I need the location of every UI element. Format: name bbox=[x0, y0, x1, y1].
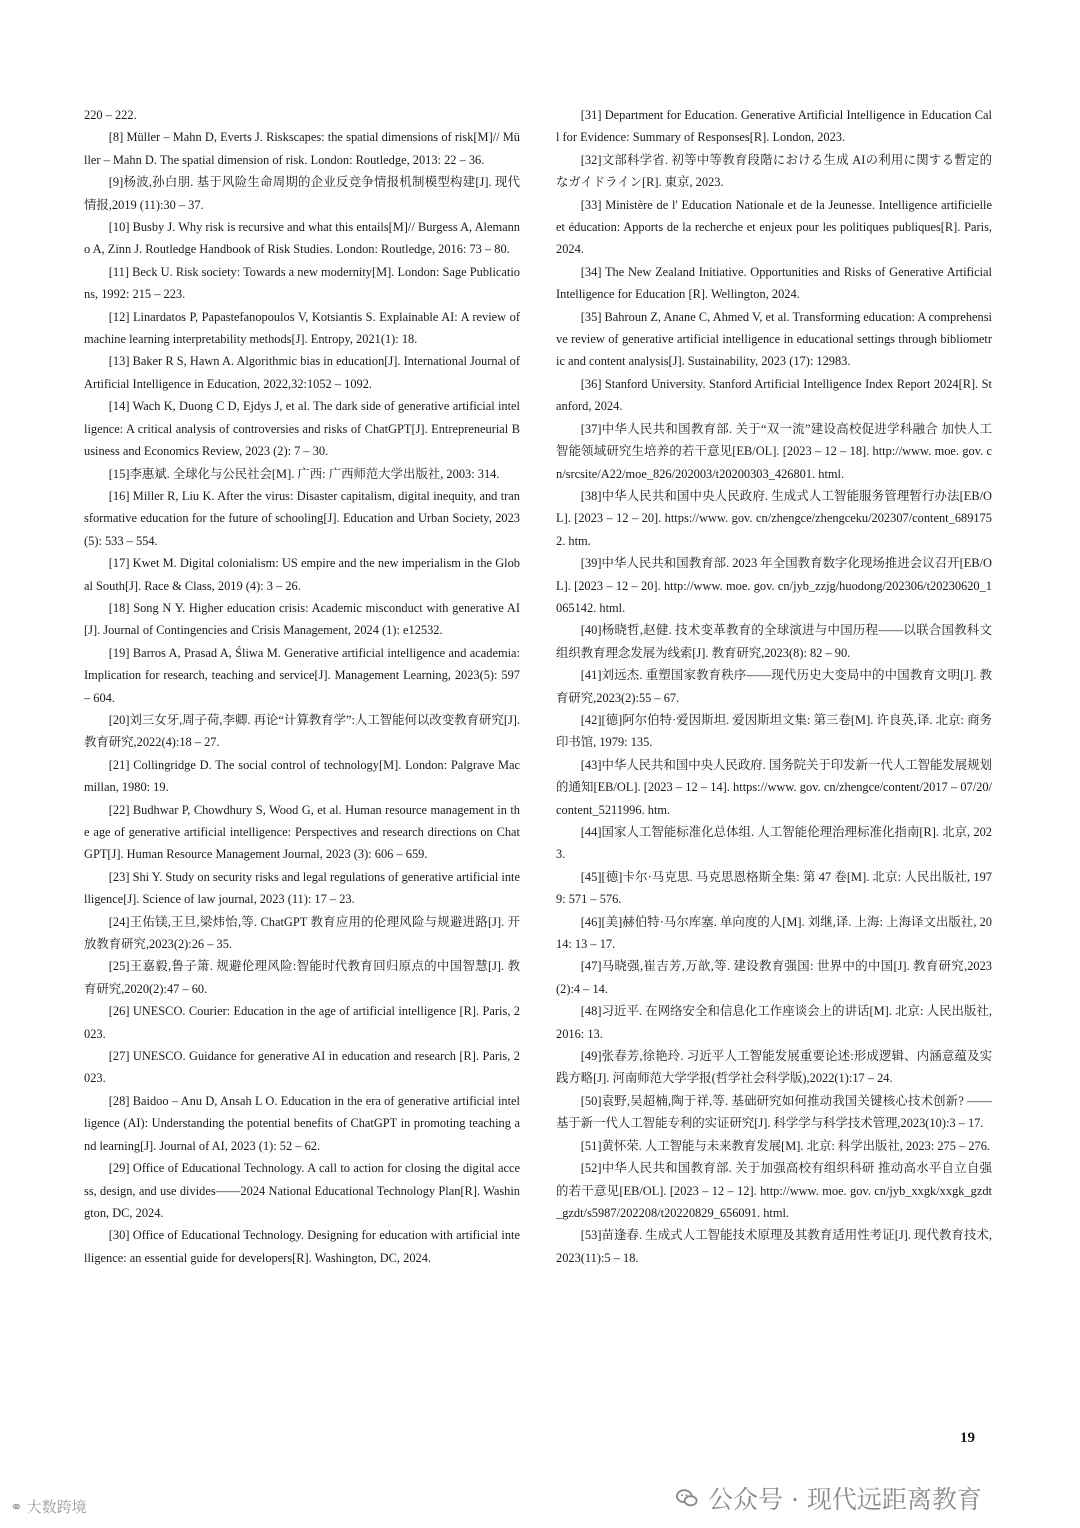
reference-item: [49]张春芳,徐艳玲. 习近平人工智能发展重要论述:形成逻辑、内涵意蕴及实践方略[J]. 河南师范大学学报(哲学社会科学版),2022(1):17 – 24. bbox=[556, 1049, 992, 1086]
reference-item: [10] Busby J. Why risk is recursive and what this entails[M]// Burgess A, Alemanno A, Zinn J. Routledge Handbook of Risk Studies. London: Routledge, 2016: 73 – 80. bbox=[84, 220, 520, 257]
reference-item: [13] Baker R S, Hawn A. Algorithmic bias in education[J]. International Journal of Artificial Intelligence in Education, 2022,32:1052 – 1092. bbox=[84, 354, 520, 391]
reference-item: [20]刘三女牙,周子荷,李卿. 再论“计算教育学”:人工智能何以改变教育研究[J]. 教育研究,2022(4):18 – 27. bbox=[84, 712, 520, 750]
reference-item: [44]国家人工智能标准化总体组. 人工智能伦理治理标准化指南[R]. 北京, 2023. bbox=[556, 825, 992, 862]
watermark-left-text: 大数跨境 bbox=[26, 1498, 87, 1516]
reference-item: [43]中华人民共和国中央人民政府. 国务院关于印发新一代人工智能发展规划的通知[EB/OL]. [2023 – 12 – 14]. https://www. gov. cn/zhengce/content/2017 – 07/20/content_5211996. htm. bbox=[556, 757, 992, 817]
reference-item: [15]李惠斌. 全球化与公民社会[M]. 广西: 广西师范大学出版社, 2003: 314. bbox=[108, 466, 500, 481]
wechat-icon bbox=[676, 1487, 698, 1509]
reference-item: [9]杨波,孙白朋. 基于风险生命周期的企业反竞争情报机制模型构建[J]. 现代情报,2019 (11):30 – 37. bbox=[84, 175, 520, 212]
reference-item: [45][德]卡尔·马克思. 马克思恩格斯全集: 第 47 卷[M]. 北京: 人民出版社, 1979: 571 – 576. bbox=[556, 869, 992, 907]
reference-item: [16] Miller R, Liu K. After the virus: Disaster capitalism, digital inequity, and transformative education for the future of schooling[J]. Education and Urban Society, 2023 (5): 533 – 554. bbox=[84, 488, 520, 548]
reference-item: [8] Müller – Mahn D, Everts J. Riskscapes: the spatial dimensions of risk[M]// Müller – Mahn D. The spatial dimension of risk. London: Routledge, 2013: 22 – 36. bbox=[84, 130, 520, 167]
reference-item: [12] Linardatos P, Papastefanopoulos V, Kotsiantis S. Explainable AI: A review of machine learning interpretability methods[J]. Entropy, 2021(1): 18. bbox=[84, 309, 520, 347]
reference-item: [48]习近平. 在网络安全和信息化工作座谈会上的讲话[M]. 北京: 人民出版社, 2016: 13. bbox=[556, 1004, 992, 1041]
reference-item: [25]王嘉毅,鲁子箫. 规避伦理风险:智能时代教育回归原点的中国智慧[J]. 教育研究,2020(2):47 – 60. bbox=[84, 959, 520, 996]
reference-item: [33] Ministère de l' Education Nationale et de la Jeunesse. Intelligence artificielle et éducation: Apports de la recherche et enjeux pour les politiques publiques[R]. Paris, 2024. bbox=[556, 197, 992, 257]
reference-item: [35] Bahroun Z, Anane C, Ahmed V, et al. Transforming education: A comprehensive review of generative artificial intelligence in educational settings through bibliometric and content analysis[J]. Sustainability, 2023 (17): 12983. bbox=[556, 309, 992, 369]
watermark-left bbox=[10, 1496, 87, 1517]
reference-item: [53]苗逢春. 生成式人工智能技术原理及其教育适用性考证[J]. 现代教育技术,2023(11):5 – 18. bbox=[556, 1228, 992, 1265]
reference-item: [17] Kwet M. Digital colonialism: US empire and the new imperialism in the Global South[J]. Race & Class, 2019 (4): 3 – 26. bbox=[84, 556, 520, 593]
reference-item: [26] UNESCO. Courier: Education in the age of artificial intelligence [R]. Paris, 2023. bbox=[84, 1004, 520, 1041]
reference-item: [18] Song N Y. Higher education crisis: Academic misconduct with generative AI[J]. Journal of Contingencies and Crisis Management, 2024 (1): e12532. bbox=[84, 600, 520, 638]
reference-item: [38]中华人民共和国中央人民政府. 生成式人工智能服务管理暂行办法[EB/OL]. [2023 – 12 – 20]. https://www. gov. cn/zhengce/zhengceku/202307/content_6891752. htm. bbox=[556, 488, 992, 548]
reference-item: [32]文部科学省. 初等中等教育段階における生成 AIの利用に関する暫定的なガイドライン[R]. 東京, 2023. bbox=[556, 152, 992, 190]
reference-item: 220 – 222. bbox=[84, 108, 137, 122]
reference-item: [23] Shi Y. Study on security risks and legal regulations of generative artificial intelligence[J]. Science of law journal, 2023 (11): 17 – 23. bbox=[84, 869, 520, 907]
reference-item: [24]王佑镁,王旦,梁炜怡,等. ChatGPT 教育应用的伦理风险与规避进路[J]. 开放教育研究,2023(2):26 – 35. bbox=[84, 914, 520, 952]
reference-item: [14] Wach K, Duong C D, Ejdys J, et al. The dark side of generative artificial intelligence: A critical analysis of controversies and risks of ChatGPT[J]. Entrepreneurial Business and Economics Review, 2023 (2): 7 – 30. bbox=[84, 399, 520, 459]
reference-item: [42][德]阿尔伯特·爱因斯坦. 爱因斯坦文集: 第三卷[M]. 许良英,译. 北京: 商务印书馆, 1979: 135. bbox=[556, 712, 992, 750]
reference-item: [31] Department for Education. Generative Artificial Intelligence in Education Call for Evidence: Summary of Responses[R]. London, 2023. bbox=[556, 108, 992, 145]
reference-item: [28] Baidoo – Anu D, Ansah L O. Education in the era of generative artificial intelligence (AI): Understanding the potential benefits of ChatGPT in promoting teaching and learning[J]. Journal of AI, 2023 (1): 52 – 62. bbox=[84, 1093, 520, 1153]
reference-item: [30] Office of Educational Technology. Designing for education with artificial intelligence: an essential guide for developers[R]. Washington, DC, 2024. bbox=[84, 1228, 520, 1265]
link-icon: ⚭ bbox=[10, 1497, 23, 1516]
reference-item: [36] Stanford University. Stanford Artificial Intelligence Index Report 2024[R]. Stanford, 2024. bbox=[556, 376, 992, 414]
reference-item: [39]中华人民共和国教育部. 2023 年全国教育数字化现场推进会议召开[EB/OL]. [2023 – 12 – 20]. http://www. moe. gov. cn/jyb_zzjg/huodong/202306/t20230620_1065142. html. bbox=[556, 556, 992, 615]
reference-item: [19] Barros A, Prasad A, Śliwa M. Generative artificial intelligence and academia: Implication for research, teaching and service[J]. Management Learning, 2023(5): 597 – 604. bbox=[84, 645, 520, 705]
reference-item: [50]袁野,吴超楠,陶于祥,等. 基础研究如何推动我国关键核心技术创新? ——基于新一代人工智能专利的实证研究[J]. 科学学与科学技术管理,2023(10):3 – 17. bbox=[556, 1093, 992, 1131]
reference-item: [51]黄怀荣. 人工智能与未来教育发展[M]. 北京: 科学出版社, 2023: 275 – 276. bbox=[580, 1138, 991, 1153]
reference-item: [46][美]赫伯特·马尔库塞. 单向度的人[M]. 刘继,译. 上海: 上海译文出版社, 2014: 13 – 17. bbox=[556, 914, 992, 952]
references-left-column bbox=[84, 104, 520, 1269]
reference-item: [37]中华人民共和国教育部. 关于“双一流”建设高校促进学科融合 加快人工智能领域研究生培养的若干意见[EB/OL]. [2023 – 12 – 18]. http://www. moe. gov. cn/srcsite/A22/moe_826/202003/t20200303_426801. html. bbox=[556, 421, 992, 481]
reference-item: [52]中华人民共和国教育部. 关于加强高校有组织科研 推动高水平自立自强的若干意见[EB/OL]. [2023 – 12 – 12]. http://www. moe. gov. cn/jyb_xxgk/xxgk_gzdt_gzdt/s5987/202208/t20220829_656091. html. bbox=[556, 1161, 992, 1220]
reference-item: [34] The New Zealand Initiative. Opportunities and Risks of Generative Artificial Intelligence for Education [R]. Wellington, 2024. bbox=[556, 264, 992, 302]
page-number: 19 bbox=[960, 1430, 975, 1446]
reference-item: [40]杨晓哲,赵健. 技术变革教育的全球演进与中国历程——以联合国教科文组织教育理念发展为线索[J]. 教育研究,2023(8): 82 – 90. bbox=[556, 623, 992, 660]
reference-item: [29] Office of Educational Technology. A call to action for closing the digital access, design, and use divides——2024 National Educational Technology Plan[R]. Washington, DC, 2024. bbox=[84, 1161, 520, 1220]
reference-item: [11] Beck U. Risk society: Towards a new modernity[M]. London: Sage Publications, 1992: 215 – 223. bbox=[84, 264, 520, 302]
reference-item: [27] UNESCO. Guidance for generative AI in education and research [R]. Paris, 2023. bbox=[84, 1049, 520, 1086]
watermark-right bbox=[676, 1480, 982, 1516]
watermark-right-text: 公众号 · 现代远距离教育 bbox=[708, 1485, 982, 1514]
reference-item: [21] Collingridge D. The social control of technology[M]. London: Palgrave Macmillan, 1980: 19. bbox=[84, 757, 520, 795]
reference-item: [22] Budhwar P, Chowdhury S, Wood G, et al. Human resource management in the age of generative artificial intelligence: Perspectives and research directions on ChatGPT[J]. Human Resource Management Journal, 2023 (3): 606 – 659. bbox=[84, 802, 520, 862]
reference-item: [41]刘远杰. 重塑国家教育秩序——现代历史大变局中的中国教育文明[J]. 教育研究,2023(2):55 – 67. bbox=[556, 668, 992, 705]
reference-item: [47]马晓强,崔吉芳,万歆,等. 建设教育强国: 世界中的中国[J]. 教育研究,2023(2):4 – 14. bbox=[556, 959, 992, 996]
references-right-column bbox=[556, 104, 992, 1269]
